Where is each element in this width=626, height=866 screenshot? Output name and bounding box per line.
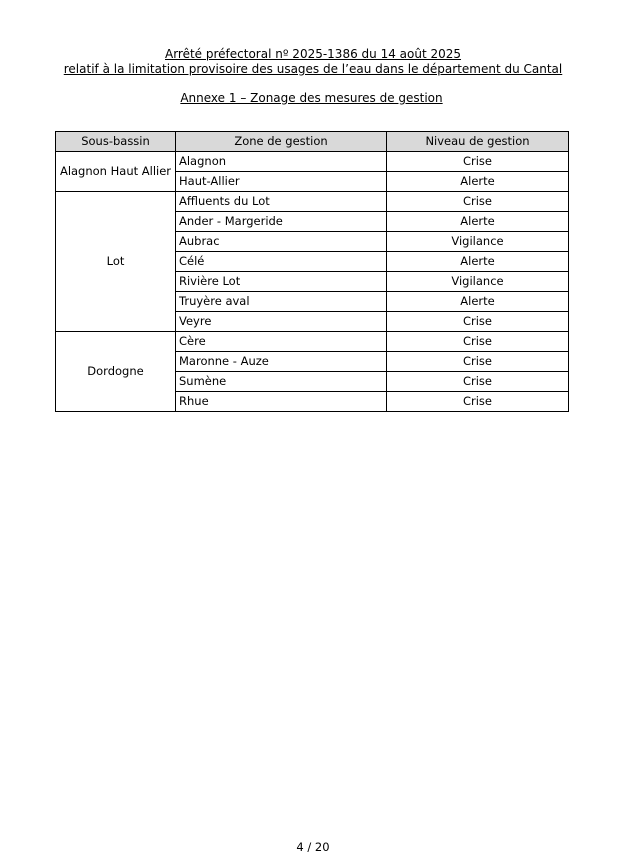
page-number: 4 / 20 — [296, 840, 330, 854]
table-row — [56, 332, 569, 352]
zone-cell: Affluents du Lot — [176, 192, 387, 212]
column-header-sous-bassin: Sous-bassin — [56, 132, 176, 152]
level-cell: Alerte — [387, 212, 569, 232]
header-line-2 — [0, 62, 626, 77]
zone-cell: Célé — [176, 252, 387, 272]
decree-subtitle: relatif à la limitation provisoire des usages de l’eau dans le département du Cantal — [63, 62, 563, 76]
basin-cell: Alagnon Haut Allier — [56, 152, 176, 192]
zone-cell: Truyère aval — [176, 292, 387, 312]
annex-title-text: Annexe 1 – Zonage des mesures de gestion — [180, 91, 443, 105]
table-head — [56, 132, 569, 152]
header-line-1 — [0, 47, 626, 62]
annex-title — [0, 91, 623, 106]
level-cell: Vigilance — [387, 232, 569, 252]
document-header — [0, 47, 626, 77]
table-row — [56, 192, 569, 212]
zone-cell: Rivière Lot — [176, 272, 387, 292]
level-cell: Crise — [387, 152, 569, 172]
decree-title: Arrêté préfectoral nº 2025-1386 du 14 août 2025 — [164, 47, 462, 61]
zone-cell: Rhue — [176, 392, 387, 412]
level-cell: Alerte — [387, 252, 569, 272]
zone-cell: Cère — [176, 332, 387, 352]
column-header-zone: Zone de gestion — [176, 132, 387, 152]
level-cell: Crise — [387, 392, 569, 412]
level-cell: Alerte — [387, 292, 569, 312]
level-cell: Crise — [387, 192, 569, 212]
zone-cell: Ander - Margeride — [176, 212, 387, 232]
zone-cell: Aubrac — [176, 232, 387, 252]
zone-cell: Maronne - Auze — [176, 352, 387, 372]
level-cell: Vigilance — [387, 272, 569, 292]
table-body — [56, 152, 569, 412]
zone-cell: Alagnon — [176, 152, 387, 172]
basin-cell: Dordogne — [56, 332, 176, 412]
column-header-niveau: Niveau de gestion — [387, 132, 569, 152]
basin-cell: Lot — [56, 192, 176, 332]
table-row — [56, 152, 569, 172]
level-cell: Crise — [387, 332, 569, 352]
level-cell: Alerte — [387, 172, 569, 192]
zone-cell: Veyre — [176, 312, 387, 332]
zone-cell: Haut-Allier — [176, 172, 387, 192]
level-cell: Crise — [387, 312, 569, 332]
zone-cell: Sumène — [176, 372, 387, 392]
table-header-row — [56, 132, 569, 152]
level-cell: Crise — [387, 372, 569, 392]
level-cell: Crise — [387, 352, 569, 372]
zoning-table — [55, 131, 569, 412]
